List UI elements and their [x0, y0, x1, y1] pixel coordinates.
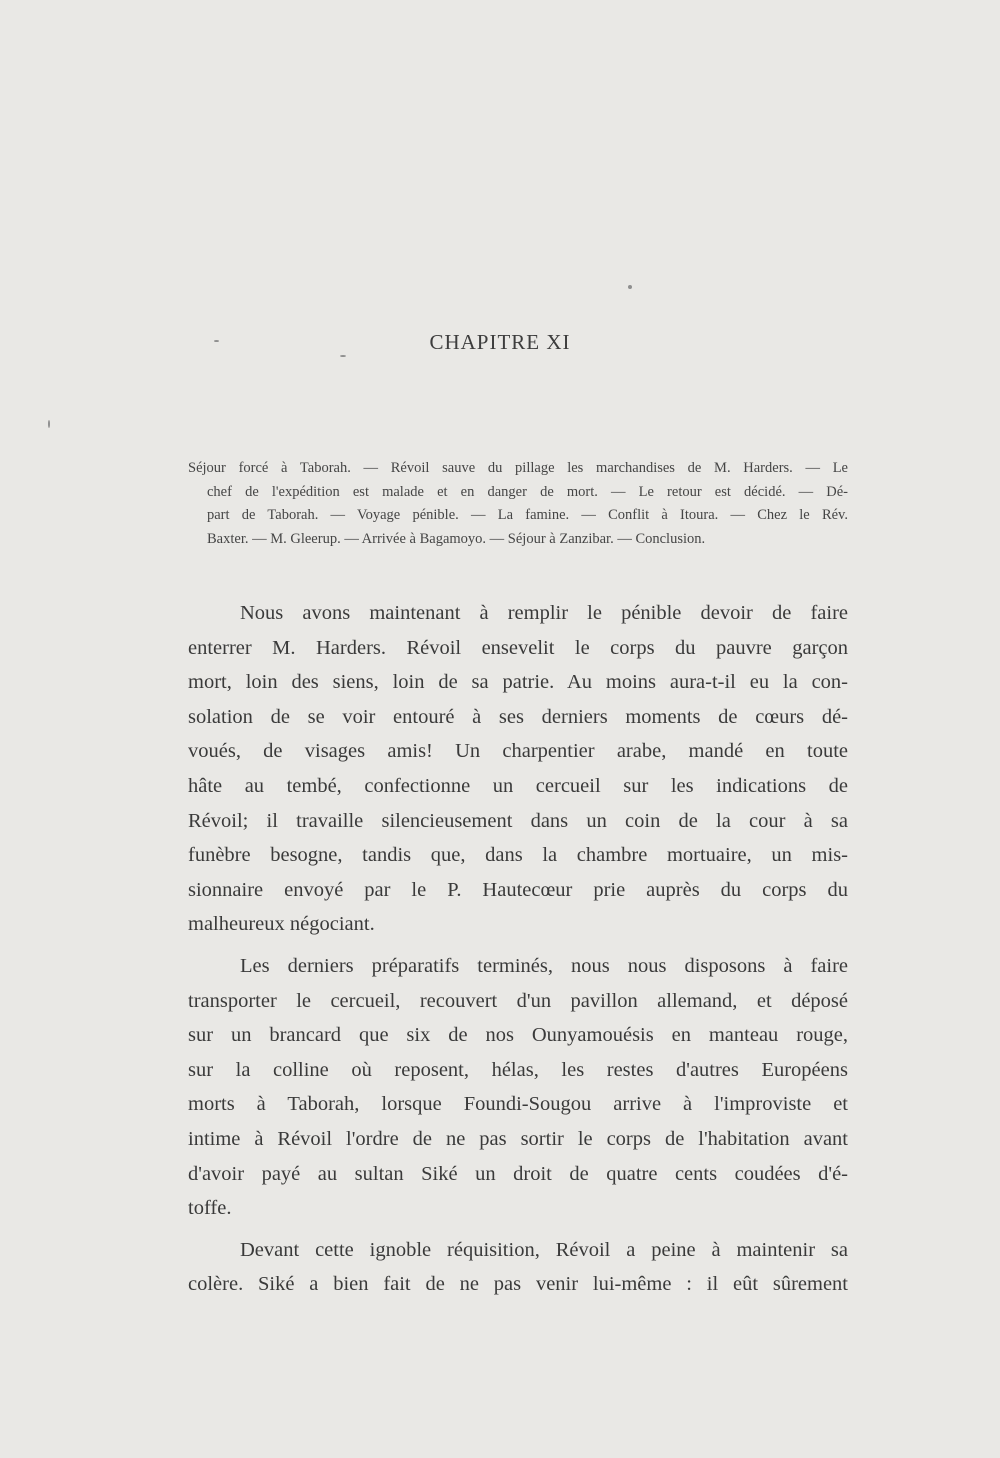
paragraph — [188, 596, 848, 942]
text-line: colère. Siké a bien fait de ne pas venir lui-même : il eût sûrement — [188, 1273, 848, 1296]
text-line: Devant cette ignoble réquisition, Révoil a peine à maintenir sa — [240, 1238, 848, 1261]
summary-line: Séjour forcé à Taborah. — Révoil sauve du pillage les marchandises de M. Harders. — Le — [188, 460, 848, 476]
text-line: sur un brancard que six de nos Ounyamouésis en manteau rouge, — [188, 1024, 848, 1047]
text-line: intime à Révoil l'ordre de ne pas sortir le corps de l'habitation avant — [188, 1127, 848, 1150]
paper-speck — [48, 420, 50, 428]
text-line: morts à Taborah, lorsque Foundi-Sougou arrive à l'improviste et — [188, 1093, 848, 1116]
summary-line: part de Taborah. — Voyage pénible. — La famine. — Conflit à Itoura. — Chez le Rév. — [207, 507, 848, 523]
text-line: toffe. — [188, 1197, 232, 1220]
text-line: enterrer M. Harders. Révoil ensevelit le corps du pauvre garçon — [188, 636, 848, 659]
text-line: Les derniers préparatifs terminés, nous nous disposons à faire — [240, 954, 848, 977]
text-line: funèbre besogne, tandis que, dans la chambre mortuaire, un mis- — [188, 844, 848, 867]
text-line: transporter le cercueil, recouvert d'un pavillon allemand, et déposé — [188, 989, 848, 1012]
text-line: d'avoir payé au sultan Siké un droit de quatre cents coudées d'é- — [188, 1162, 848, 1185]
paragraph-gap — [188, 942, 848, 949]
text-line: sur la colline où reposent, hélas, les restes d'autres Européens — [188, 1058, 848, 1081]
paper-speck — [340, 355, 346, 357]
chapter-summary — [188, 457, 848, 551]
summary-line: Baxter. — M. Gleerup. — Arrivée à Bagamoyo. — Séjour à Zanzibar. — Conclusion. — [207, 530, 706, 547]
body-text — [188, 596, 848, 1302]
text-line: sionnaire envoyé par le P. Hautecœur prie auprès du corps du — [188, 878, 848, 901]
paragraph-gap — [188, 1226, 848, 1233]
paragraph — [188, 949, 848, 1226]
chapter-title: CHAPITRE XI — [429, 330, 571, 354]
paper-speck — [628, 285, 632, 289]
text-line: mort, loin des siens, loin de sa patrie. Au moins aura-t-il eu la con- — [188, 671, 848, 694]
summary-line: chef de l'expédition est malade et en danger de mort. — Le retour est décidé. — Dé- — [207, 483, 848, 500]
text-line: solation de se voir entouré à ses derniers moments de cœurs dé- — [188, 705, 848, 728]
text-line: Nous avons maintenant à remplir le pénible devoir de faire — [240, 602, 848, 624]
text-line: hâte au tembé, confectionne un cercueil sur les indications de — [188, 774, 848, 797]
text-line: Révoil; il travaille silencieusement dans un coin de la cour à sa — [188, 809, 848, 832]
text-line: malheureux négociant. — [188, 913, 375, 936]
paragraph — [188, 1233, 848, 1302]
text-line: voués, de visages amis! Un charpentier arabe, mandé en toute — [188, 740, 848, 763]
